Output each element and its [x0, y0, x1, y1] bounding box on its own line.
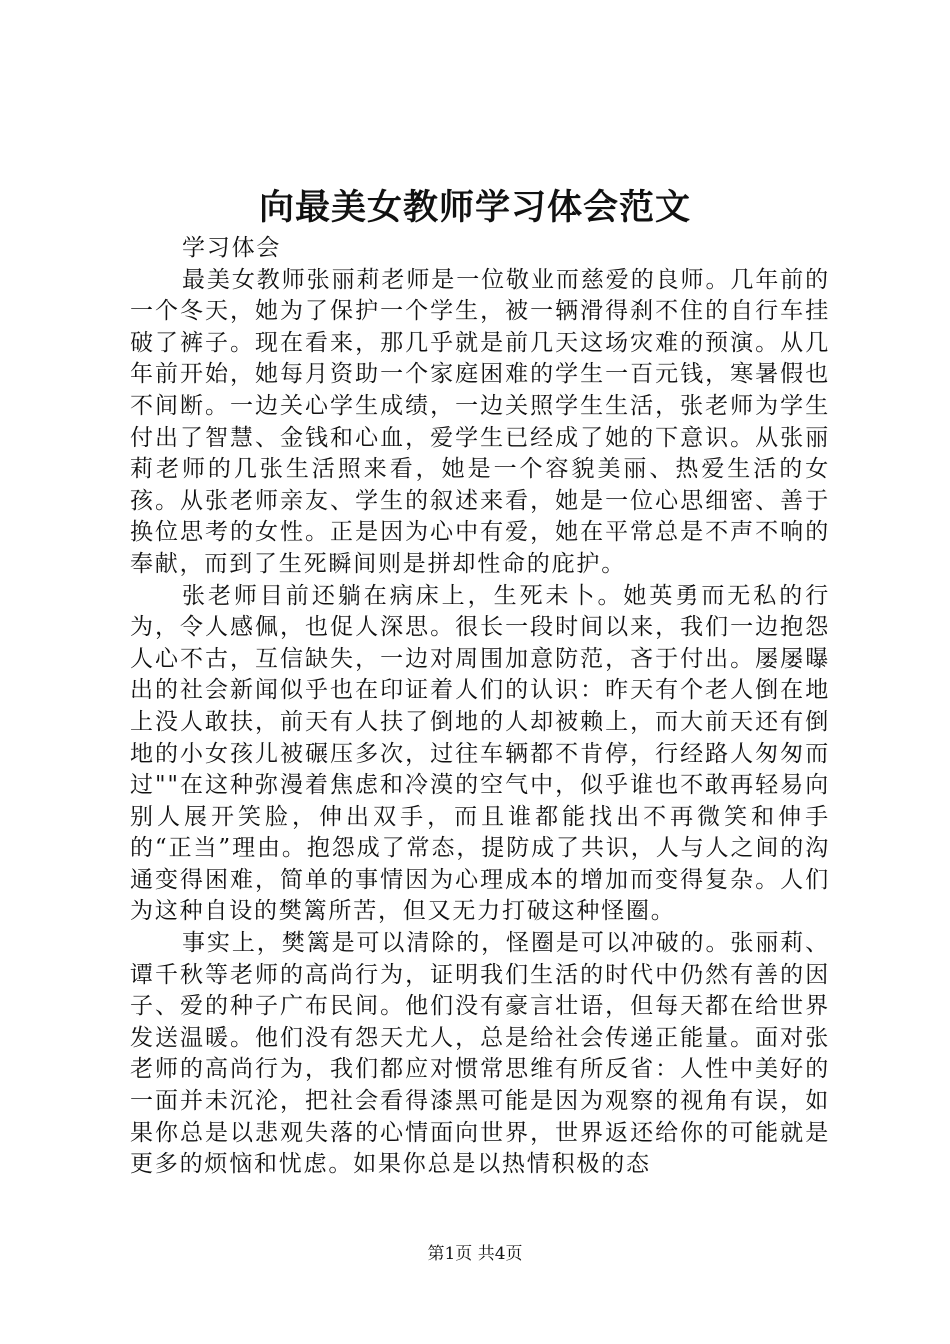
- paragraph: 最美女教师张丽莉老师是一位敬业而慈爱的良师。几年前的一个冬天，她为了保护一个学生，被一辆滑得刹不住的自行车挂破了裤子。现在看来，那几乎就是前几天这场灾难的预演。从几年前开始，她每月资助一个家庭困难的学生一百元钱，寒暑假也不间断。一边关心学生成绩，一边关照学生生活，张老师为学生付出了智慧、金钱和心血，爱学生已经成了她的下意识。从张丽莉老师的几张生活照来看，她是一个容貌美丽、热爱生活的女孩。从张老师亲友、学生的叙述来看，她是一位心思细密、善于换位思考的女性。正是因为心中有爱，她在平常总是不声不响的奉献，而到了生死瞬间则是拼却性命的庇护。: [130, 266, 830, 577]
- paragraph-heading: 学习体会: [182, 235, 282, 261]
- document-title: 向最美女教师学习体会范文: [258, 187, 691, 228]
- paragraph: 张老师目前还躺在病床上，生死未卜。她英勇而无私的行为，令人感佩，也促人深思。很长一段时间以来，我们一边抱怨人心不古，互信缺失，一边对周围加意防范，吝于付出。屡屡曝出的社会新闻似乎也在印证着人们的认识：昨天有个老人倒在地上没人敢扶，前天有人扶了倒地的人却被赖上，而大前天还有倒地的小女孩儿被碾压多次，过往车辆都不肯停，行经路人匆匆而过""在这种弥漫着焦虑和冷漠的空气中，似乎谁也不敢再轻易向别人展开笑脸，伸出双手，而且谁都能找出不再微笑和伸手的“正当”理由。抱怨成了常态，提防成了共识，人与人之间的沟通变得困难，简单的事情因为心理成本的增加而变得复杂。人们为这种自设的樊篱所苦，但又无力打破这种怪圈。: [130, 582, 830, 925]
- document-body: [130, 233, 830, 1181]
- paragraph: 事实上，樊篱是可以清除的，怪圈是可以冲破的。张丽莉、谭千秋等老师的高尚行为，证明我们生活的时代中仍然有善的因子、爱的种子广布民间。他们没有豪言壮语，但每天都在给世界发送温暖。他们没有怨天尤人，总是给社会传递正能量。面对张老师的高尚行为，我们都应对惯常思维有所反省：人性中美好的一面并未沉沦，把社会看得漆黑可能是因为观察的视角有误，如果你总是以悲观失落的心情面向世界，世界返还给你的可能就是更多的烦恼和忧虑。如果你总是以热情积极的态: [130, 930, 830, 1178]
- page-number-footer: 第1页 共4页: [427, 1244, 523, 1264]
